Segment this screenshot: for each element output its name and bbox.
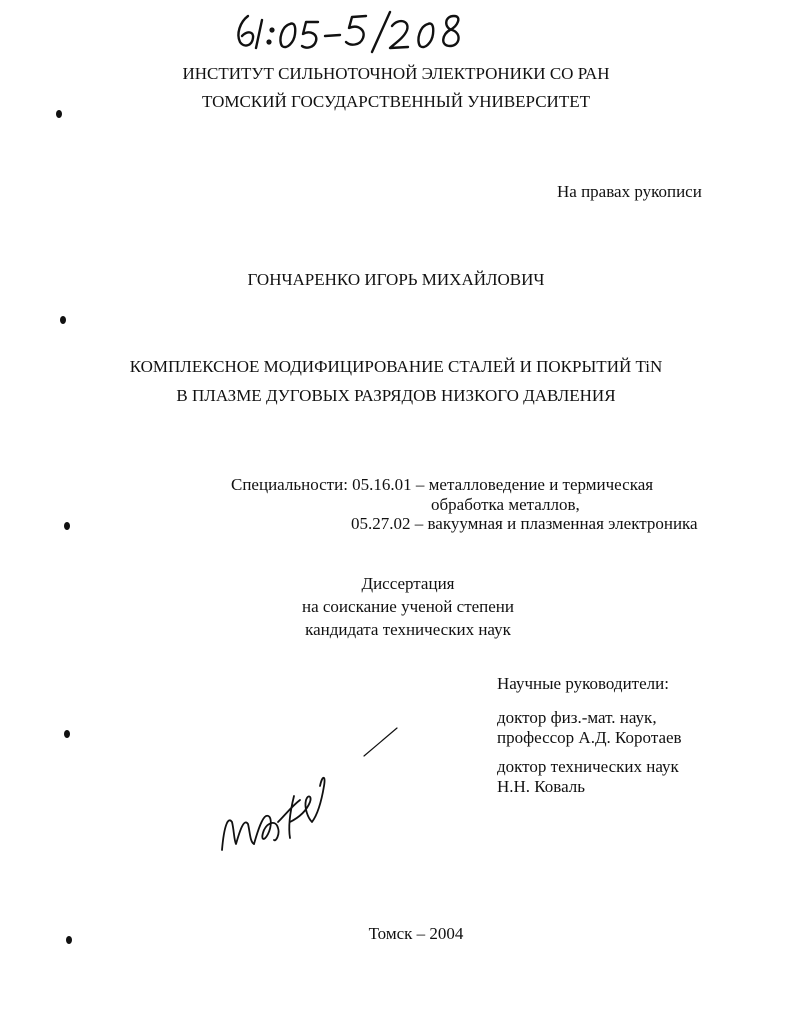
degree-line-1: Диссертация <box>361 574 455 593</box>
scan-dot <box>64 522 70 530</box>
advisor-2-degree: доктор технических наук <box>497 757 679 776</box>
advisor-1-name: профессор А.Д. Коротаев <box>497 728 682 747</box>
advisor-2-name: Н.Н. Коваль <box>497 777 586 796</box>
place-and-year: Томск – 2004 <box>368 924 464 943</box>
specialty-line-1: Специальности: 05.16.01 – металловедение и термическая <box>231 475 654 494</box>
specialty-line-1-cont: обработка металлов, <box>431 495 580 514</box>
author-name: ГОНЧАРЕНКО ИГОРЬ МИХАЙЛОВИЧ <box>247 270 545 289</box>
title-line-2: В ПЛАЗМЕ ДУГОВЫХ РАЗРЯДОВ НИЗКОГО ДАВЛЕНИЯ <box>176 386 616 405</box>
handwritten-archive-code <box>232 8 492 54</box>
scan-dot <box>56 110 62 118</box>
rights-notice: На правах рукописи <box>557 182 702 201</box>
degree-line-2: на соискание ученой степени <box>301 597 515 616</box>
scan-dot <box>60 316 66 324</box>
specialty-line-2: 05.27.02 – вакуумная и плазменная электроника <box>351 514 698 533</box>
scan-dot <box>66 936 72 944</box>
institute-line-2: ТОМСКИЙ ГОСУДАРСТВЕННЫЙ УНИВЕРСИТЕТ <box>202 92 590 111</box>
scan-dot <box>64 730 70 738</box>
degree-line-3: кандидата технических наук <box>305 620 511 639</box>
advisor-1-degree: доктор физ.-мат. наук, <box>497 708 657 727</box>
author-signature <box>214 726 414 866</box>
institute-line-1: ИНСТИТУТ СИЛЬНОТОЧНОЙ ЭЛЕКТРОНИКИ СО РАН <box>182 64 610 83</box>
advisors-heading: Научные руководители: <box>497 674 669 693</box>
title-line-1: КОМПЛЕКСНОЕ МОДИФИЦИРОВАНИЕ СТАЛЕЙ И ПОКРЫТИЙ TiN <box>129 357 663 376</box>
